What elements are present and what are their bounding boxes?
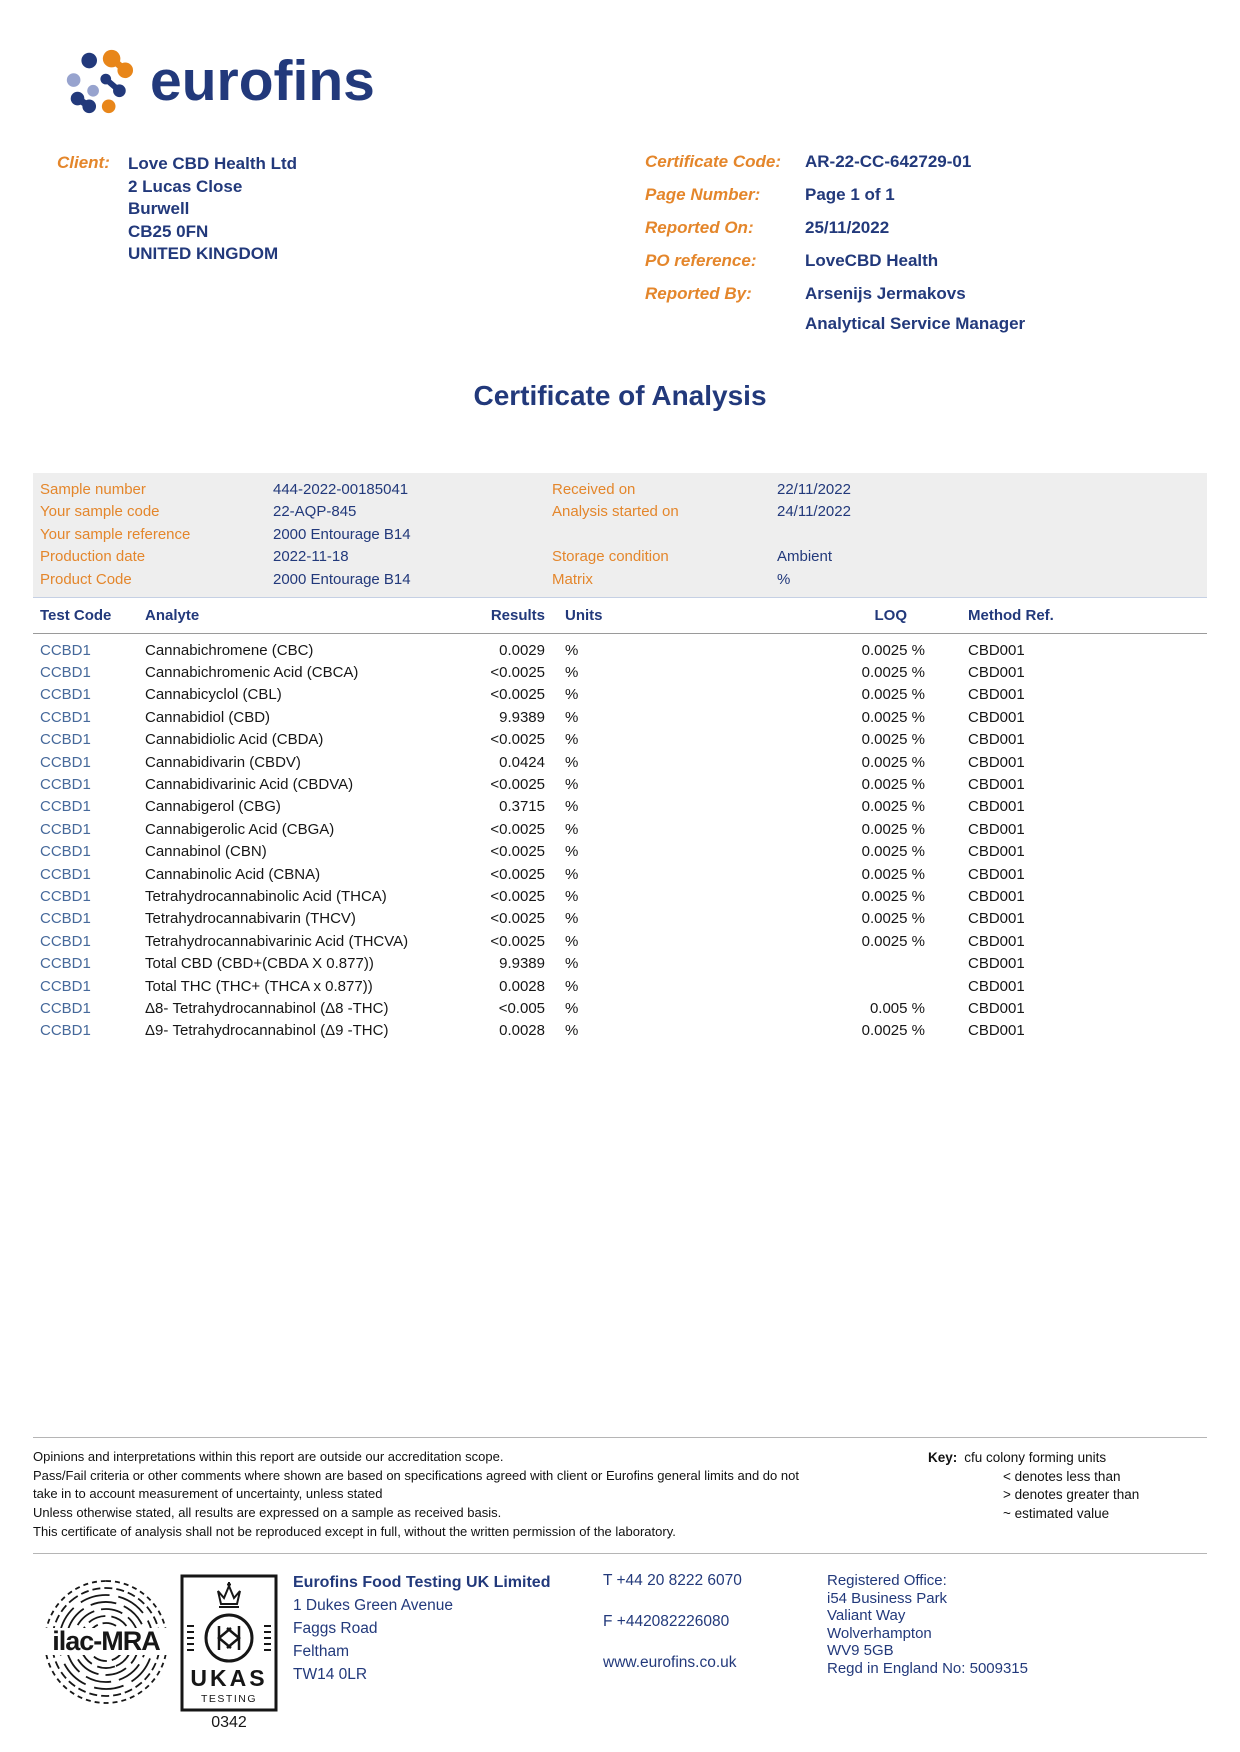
- sample-info-row: [40, 478, 552, 501]
- results-table-row: [40, 1020, 1200, 1042]
- cell-test-code: CCBD1: [40, 708, 91, 726]
- cell-method-ref: CBD001: [968, 708, 1025, 726]
- cell-loq: 0.0025 %: [861, 753, 925, 771]
- cell-units: %: [565, 753, 579, 771]
- cell-method-ref: CBD001: [968, 977, 1025, 995]
- cell-result: <0.0025: [490, 776, 545, 794]
- registered-office-line: i54 Business Park: [827, 1589, 948, 1607]
- cell-test-code: CCBD1: [40, 932, 91, 950]
- sample-info-value: %: [777, 570, 791, 588]
- header-method-ref: Method Ref.: [968, 607, 1054, 624]
- cell-result: 0.0028: [499, 977, 545, 995]
- cell-units: %: [565, 865, 579, 883]
- company-address-line: Feltham: [293, 1643, 349, 1660]
- sample-info-label: Your sample reference: [40, 525, 191, 543]
- cell-analyte: Δ8- Tetrahydrocannabinol (Δ8 -THC): [145, 999, 389, 1017]
- cell-loq: 0.0025 %: [861, 1022, 925, 1040]
- cell-result: 9.9389: [499, 708, 545, 726]
- page-title: Certificate of Analysis: [473, 380, 767, 411]
- contact-line: www.eurofins.co.uk: [603, 1654, 737, 1671]
- cell-result: 0.3715: [499, 798, 545, 816]
- cell-result: 0.0424: [499, 753, 545, 771]
- cell-units: %: [565, 798, 579, 816]
- sample-info-value: Ambient: [777, 548, 833, 566]
- report-meta-row: [645, 252, 971, 270]
- registered-office-block: [827, 1572, 1028, 1678]
- results-table-header: [33, 607, 1207, 634]
- results-table-row: [40, 908, 1200, 930]
- results-table-row: [40, 863, 1200, 885]
- company-address-line: Faggs Road: [293, 1620, 378, 1637]
- cell-test-code: CCBD1: [40, 843, 91, 861]
- ilac-mra-seal-icon: [42, 1578, 170, 1706]
- sample-info-row: [552, 568, 1207, 591]
- key-intro: cfu colony forming units: [964, 1450, 1107, 1465]
- cell-result: <0.0025: [490, 865, 545, 883]
- cell-analyte: Δ9- Tetrahydrocannabinol (Δ9 -THC): [145, 1022, 389, 1040]
- cell-method-ref: CBD001: [968, 641, 1025, 659]
- client-label: Client:: [57, 153, 110, 172]
- cell-units: %: [565, 955, 579, 973]
- key-line: ~ estimated value: [1003, 1506, 1110, 1522]
- cell-loq: 0.0025 %: [861, 731, 925, 749]
- cell-analyte: Tetrahydrocannabinolic Acid (THCA): [145, 887, 387, 905]
- cell-test-code: CCBD1: [40, 910, 91, 928]
- cell-analyte: Cannabichromene (CBC): [145, 641, 314, 659]
- cell-units: %: [565, 1022, 579, 1040]
- registered-office-line: WV9 5GB: [827, 1642, 894, 1660]
- cell-loq: 0.0025 %: [861, 641, 925, 659]
- cell-units: %: [565, 910, 579, 928]
- cell-method-ref: CBD001: [968, 865, 1025, 883]
- cell-loq: 0.0025 %: [861, 798, 925, 816]
- cell-analyte: Total THC (THC+ (THCA x 0.877)): [145, 977, 373, 995]
- sample-info-row: [40, 568, 552, 591]
- key-label: Key:: [928, 1450, 958, 1465]
- report-meta-block: [645, 153, 971, 318]
- cell-units: %: [565, 731, 579, 749]
- cell-result: <0.0025: [490, 686, 545, 704]
- cell-analyte: Cannabinolic Acid (CBNA): [145, 865, 321, 883]
- cell-method-ref: CBD001: [968, 843, 1025, 861]
- cell-result: <0.005: [498, 999, 545, 1017]
- cell-test-code: CCBD1: [40, 820, 91, 838]
- company-address-line: 1 Dukes Green Avenue: [293, 1597, 453, 1614]
- registered-office-line: Registered Office:: [827, 1572, 947, 1589]
- contact-block: [603, 1572, 742, 1695]
- cell-units: %: [565, 641, 579, 659]
- results-table-row: [40, 684, 1200, 706]
- cell-method-ref: CBD001: [968, 820, 1025, 838]
- client-address-line: Burwell: [128, 199, 190, 218]
- results-table: [40, 639, 1200, 1042]
- cell-loq: 0.0025 %: [861, 865, 925, 883]
- meta-label: Certificate Code:: [645, 152, 782, 171]
- results-table-row: [40, 952, 1200, 974]
- meta-value: LoveCBD Health: [805, 251, 939, 270]
- cell-loq: 0.005 %: [869, 999, 925, 1017]
- cell-loq: 0.0025 %: [861, 776, 925, 794]
- contact-line: F +442082226080: [603, 1613, 730, 1630]
- sample-info-value: 22/11/2022: [777, 480, 851, 498]
- report-meta-row: [645, 219, 971, 237]
- results-table-row: [40, 818, 1200, 840]
- header-units: Units: [565, 607, 603, 624]
- sample-info-value: 2000 Entourage B14: [273, 570, 411, 588]
- sample-info-left: [40, 478, 552, 591]
- cell-test-code: CCBD1: [40, 664, 91, 682]
- cell-test-code: CCBD1: [40, 731, 91, 749]
- sample-info-label: Production date: [40, 548, 146, 566]
- cell-result: <0.0025: [490, 910, 545, 928]
- meta-label: Page Number:: [645, 185, 761, 204]
- cell-result: <0.0025: [490, 887, 545, 905]
- sample-info-label: Storage condition: [552, 548, 669, 566]
- cell-method-ref: CBD001: [968, 776, 1025, 794]
- results-table-row: [40, 729, 1200, 751]
- ukas-testing-mark-icon: [180, 1574, 278, 1712]
- meta-value: Arsenijs Jermakovs: [805, 284, 966, 303]
- reported-by-role: Analytical Service Manager: [805, 314, 1026, 333]
- cell-method-ref: CBD001: [968, 664, 1025, 682]
- sample-info-value: 444-2022-00185041: [273, 480, 409, 498]
- client-address-line: UNITED KINGDOM: [128, 244, 279, 263]
- results-table-row: [40, 930, 1200, 952]
- results-table-row: [40, 975, 1200, 997]
- eurofins-wordmark: eurofins: [150, 48, 375, 113]
- cell-units: %: [565, 776, 579, 794]
- registered-office-line: Wolverhampton: [827, 1624, 932, 1642]
- sample-info-right: [552, 478, 1207, 591]
- cell-units: %: [565, 708, 579, 726]
- cell-result: <0.0025: [490, 932, 545, 950]
- sample-info-row: [552, 501, 1207, 524]
- footer-divider: [33, 1553, 1207, 1554]
- results-table-row: [40, 885, 1200, 907]
- cell-method-ref: CBD001: [968, 999, 1025, 1017]
- disclaimer-line: Pass/Fail criteria or other comments where shown are based on specifications agreed with client or Eurofins general limits and do not: [33, 1467, 799, 1483]
- cell-analyte: Tetrahydrocannabivarin (THCV): [145, 910, 356, 928]
- results-table-row: [40, 751, 1200, 773]
- cell-result: 0.0028: [499, 1022, 545, 1040]
- cell-result: 0.0029: [499, 641, 545, 659]
- meta-label: Reported By:: [645, 284, 752, 303]
- key-lines: [928, 1468, 1139, 1524]
- results-table-row: [40, 773, 1200, 795]
- results-table-row: [40, 706, 1200, 728]
- sample-info-panel: [33, 473, 1207, 598]
- cell-analyte: Total CBD (CBD+(CBDA X 0.877)): [145, 955, 374, 973]
- cell-test-code: CCBD1: [40, 641, 91, 659]
- header-test-code: Test Code: [40, 607, 112, 624]
- cell-test-code: CCBD1: [40, 1022, 91, 1040]
- sample-info-label: Received on: [552, 480, 636, 498]
- report-meta-row: [645, 153, 971, 171]
- cell-loq: 0.0025 %: [861, 686, 925, 704]
- cell-method-ref: CBD001: [968, 798, 1025, 816]
- sample-info-label: Sample number: [40, 480, 146, 498]
- cell-units: %: [565, 820, 579, 838]
- company-address-lines: [293, 1594, 550, 1686]
- cell-test-code: CCBD1: [40, 686, 91, 704]
- cell-units: %: [565, 999, 579, 1017]
- meta-value: 25/11/2022: [805, 218, 890, 237]
- cell-loq: 0.0025 %: [861, 932, 925, 950]
- eurofins-logo: [60, 44, 375, 118]
- cell-test-code: CCBD1: [40, 977, 91, 995]
- results-table-row: [40, 841, 1200, 863]
- cell-result: <0.0025: [490, 731, 545, 749]
- cell-analyte: Cannabigerolic Acid (CBGA): [145, 820, 335, 838]
- sample-info-row: [552, 523, 1207, 546]
- cell-method-ref: CBD001: [968, 955, 1025, 973]
- sample-info-value: 22-AQP-845: [273, 503, 357, 521]
- disclaimer-line: take in to account measurement of uncertainty, unless stated: [33, 1486, 383, 1502]
- disclaimer-line: Opinions and interpretations within this report are outside our accreditation scope.: [33, 1449, 504, 1464]
- cell-units: %: [565, 686, 579, 704]
- sample-info-row: [40, 501, 552, 524]
- key-block: [928, 1449, 1139, 1524]
- sample-info-label: Product Code: [40, 570, 132, 588]
- disclaimer-line: Unless otherwise stated, all results are expressed on a sample as received basis.: [33, 1505, 502, 1521]
- company-name: Eurofins Food Testing UK Limited: [293, 1574, 551, 1591]
- sample-info-row: [552, 478, 1207, 501]
- ukas-crown-icon: [218, 1582, 240, 1607]
- cell-test-code: CCBD1: [40, 798, 91, 816]
- client-address: [128, 153, 297, 266]
- meta-label: PO reference:: [645, 251, 757, 270]
- client-address-line: CB25 0FN: [128, 221, 209, 241]
- sample-info-label: Matrix: [552, 570, 593, 588]
- cell-analyte: Cannabidivarinic Acid (CBDVA): [145, 776, 354, 794]
- cell-loq: 0.0025 %: [861, 820, 925, 838]
- header-analyte: Analyte: [145, 607, 200, 624]
- cell-result: <0.0025: [490, 843, 545, 861]
- cell-test-code: CCBD1: [40, 753, 91, 771]
- ukas-accreditation-number: 0342: [211, 1714, 247, 1731]
- registered-office-line: Regd in England No: 5009315: [827, 1659, 1028, 1677]
- ilac-mra-label: ilac-MRA: [52, 1626, 160, 1656]
- cell-units: %: [565, 977, 579, 995]
- cell-method-ref: CBD001: [968, 686, 1025, 704]
- cell-test-code: CCBD1: [40, 776, 91, 794]
- sample-info-label: Your sample code: [40, 503, 160, 521]
- sample-info-value: 2022-11-18: [273, 548, 349, 566]
- sample-info-row: [40, 523, 552, 546]
- key-line: > denotes greater than: [1003, 1487, 1140, 1503]
- cell-analyte: Cannabidiolic Acid (CBDA): [145, 731, 324, 749]
- header-results: Results: [490, 607, 545, 624]
- company-address-block: [293, 1571, 550, 1686]
- cell-units: %: [565, 932, 579, 950]
- report-meta-row: [645, 186, 971, 204]
- sample-info-row: [40, 546, 552, 569]
- client-block: [57, 153, 297, 266]
- cell-result: <0.0025: [490, 820, 545, 838]
- cell-loq: 0.0025 %: [861, 910, 925, 928]
- results-table-row: [40, 639, 1200, 661]
- cell-analyte: Cannabinol (CBN): [145, 843, 267, 861]
- cell-result: <0.0025: [490, 664, 545, 682]
- cell-units: %: [565, 887, 579, 905]
- contact-line: T +44 20 8222 6070: [603, 1572, 742, 1589]
- cell-loq: 0.0025 %: [861, 664, 925, 682]
- cell-loq: 0.0025 %: [861, 843, 925, 861]
- client-address-line: Love CBD Health Ltd: [128, 154, 298, 173]
- cell-method-ref: CBD001: [968, 753, 1025, 771]
- cell-loq: 0.0025 %: [861, 708, 925, 726]
- cell-method-ref: CBD001: [968, 1022, 1025, 1040]
- cell-test-code: CCBD1: [40, 955, 91, 973]
- cell-result: 9.9389: [499, 955, 545, 973]
- report-meta-row: [645, 285, 971, 303]
- results-table-row: [40, 661, 1200, 683]
- header-loq: LOQ: [874, 607, 907, 624]
- cell-units: %: [565, 664, 579, 682]
- ukas-label: UKAS: [190, 1665, 268, 1691]
- cell-loq: 0.0025 %: [861, 887, 925, 905]
- sample-info-value: 2000 Entourage B14: [273, 525, 411, 543]
- sample-info-value: 24/11/2022: [777, 503, 851, 521]
- cell-analyte: Cannabichromenic Acid (CBCA): [145, 664, 359, 682]
- company-address-line: TW14 0LR: [293, 1666, 368, 1683]
- cell-analyte: Cannabigerol (CBG): [145, 798, 281, 816]
- disclaimer-line: This certificate of analysis shall not be reproduced except in full, without the written permission of the laboratory.: [33, 1523, 676, 1539]
- sample-info-label: Analysis started on: [552, 503, 679, 521]
- ukas-sub-label: TESTING: [200, 1693, 258, 1705]
- cell-method-ref: CBD001: [968, 731, 1025, 749]
- cell-method-ref: CBD001: [968, 932, 1025, 950]
- cell-analyte: Cannabidivarin (CBDV): [145, 753, 301, 771]
- meta-label: Reported On:: [645, 218, 754, 237]
- cell-analyte: Tetrahydrocannabivarinic Acid (THCVA): [145, 932, 409, 950]
- cell-test-code: CCBD1: [40, 887, 91, 905]
- eurofins-molecule-icon: [60, 44, 134, 118]
- client-address-line: 2 Lucas Close: [128, 176, 243, 196]
- cell-method-ref: CBD001: [968, 887, 1025, 905]
- cell-units: %: [565, 843, 579, 861]
- results-table-row: [40, 997, 1200, 1019]
- key-line: < denotes less than: [1003, 1468, 1121, 1484]
- registered-office-line: Valiant Way: [827, 1607, 906, 1625]
- cell-test-code: CCBD1: [40, 865, 91, 883]
- cell-analyte: Cannabidiol (CBD): [145, 708, 271, 726]
- sample-info-row: [552, 546, 1207, 569]
- results-table-row: [40, 796, 1200, 818]
- meta-value: Page 1 of 1: [805, 185, 895, 204]
- cell-analyte: Cannabicyclol (CBL): [145, 686, 282, 704]
- meta-value: AR-22-CC-642729-01: [805, 152, 972, 171]
- cell-test-code: CCBD1: [40, 999, 91, 1017]
- cell-method-ref: CBD001: [968, 910, 1025, 928]
